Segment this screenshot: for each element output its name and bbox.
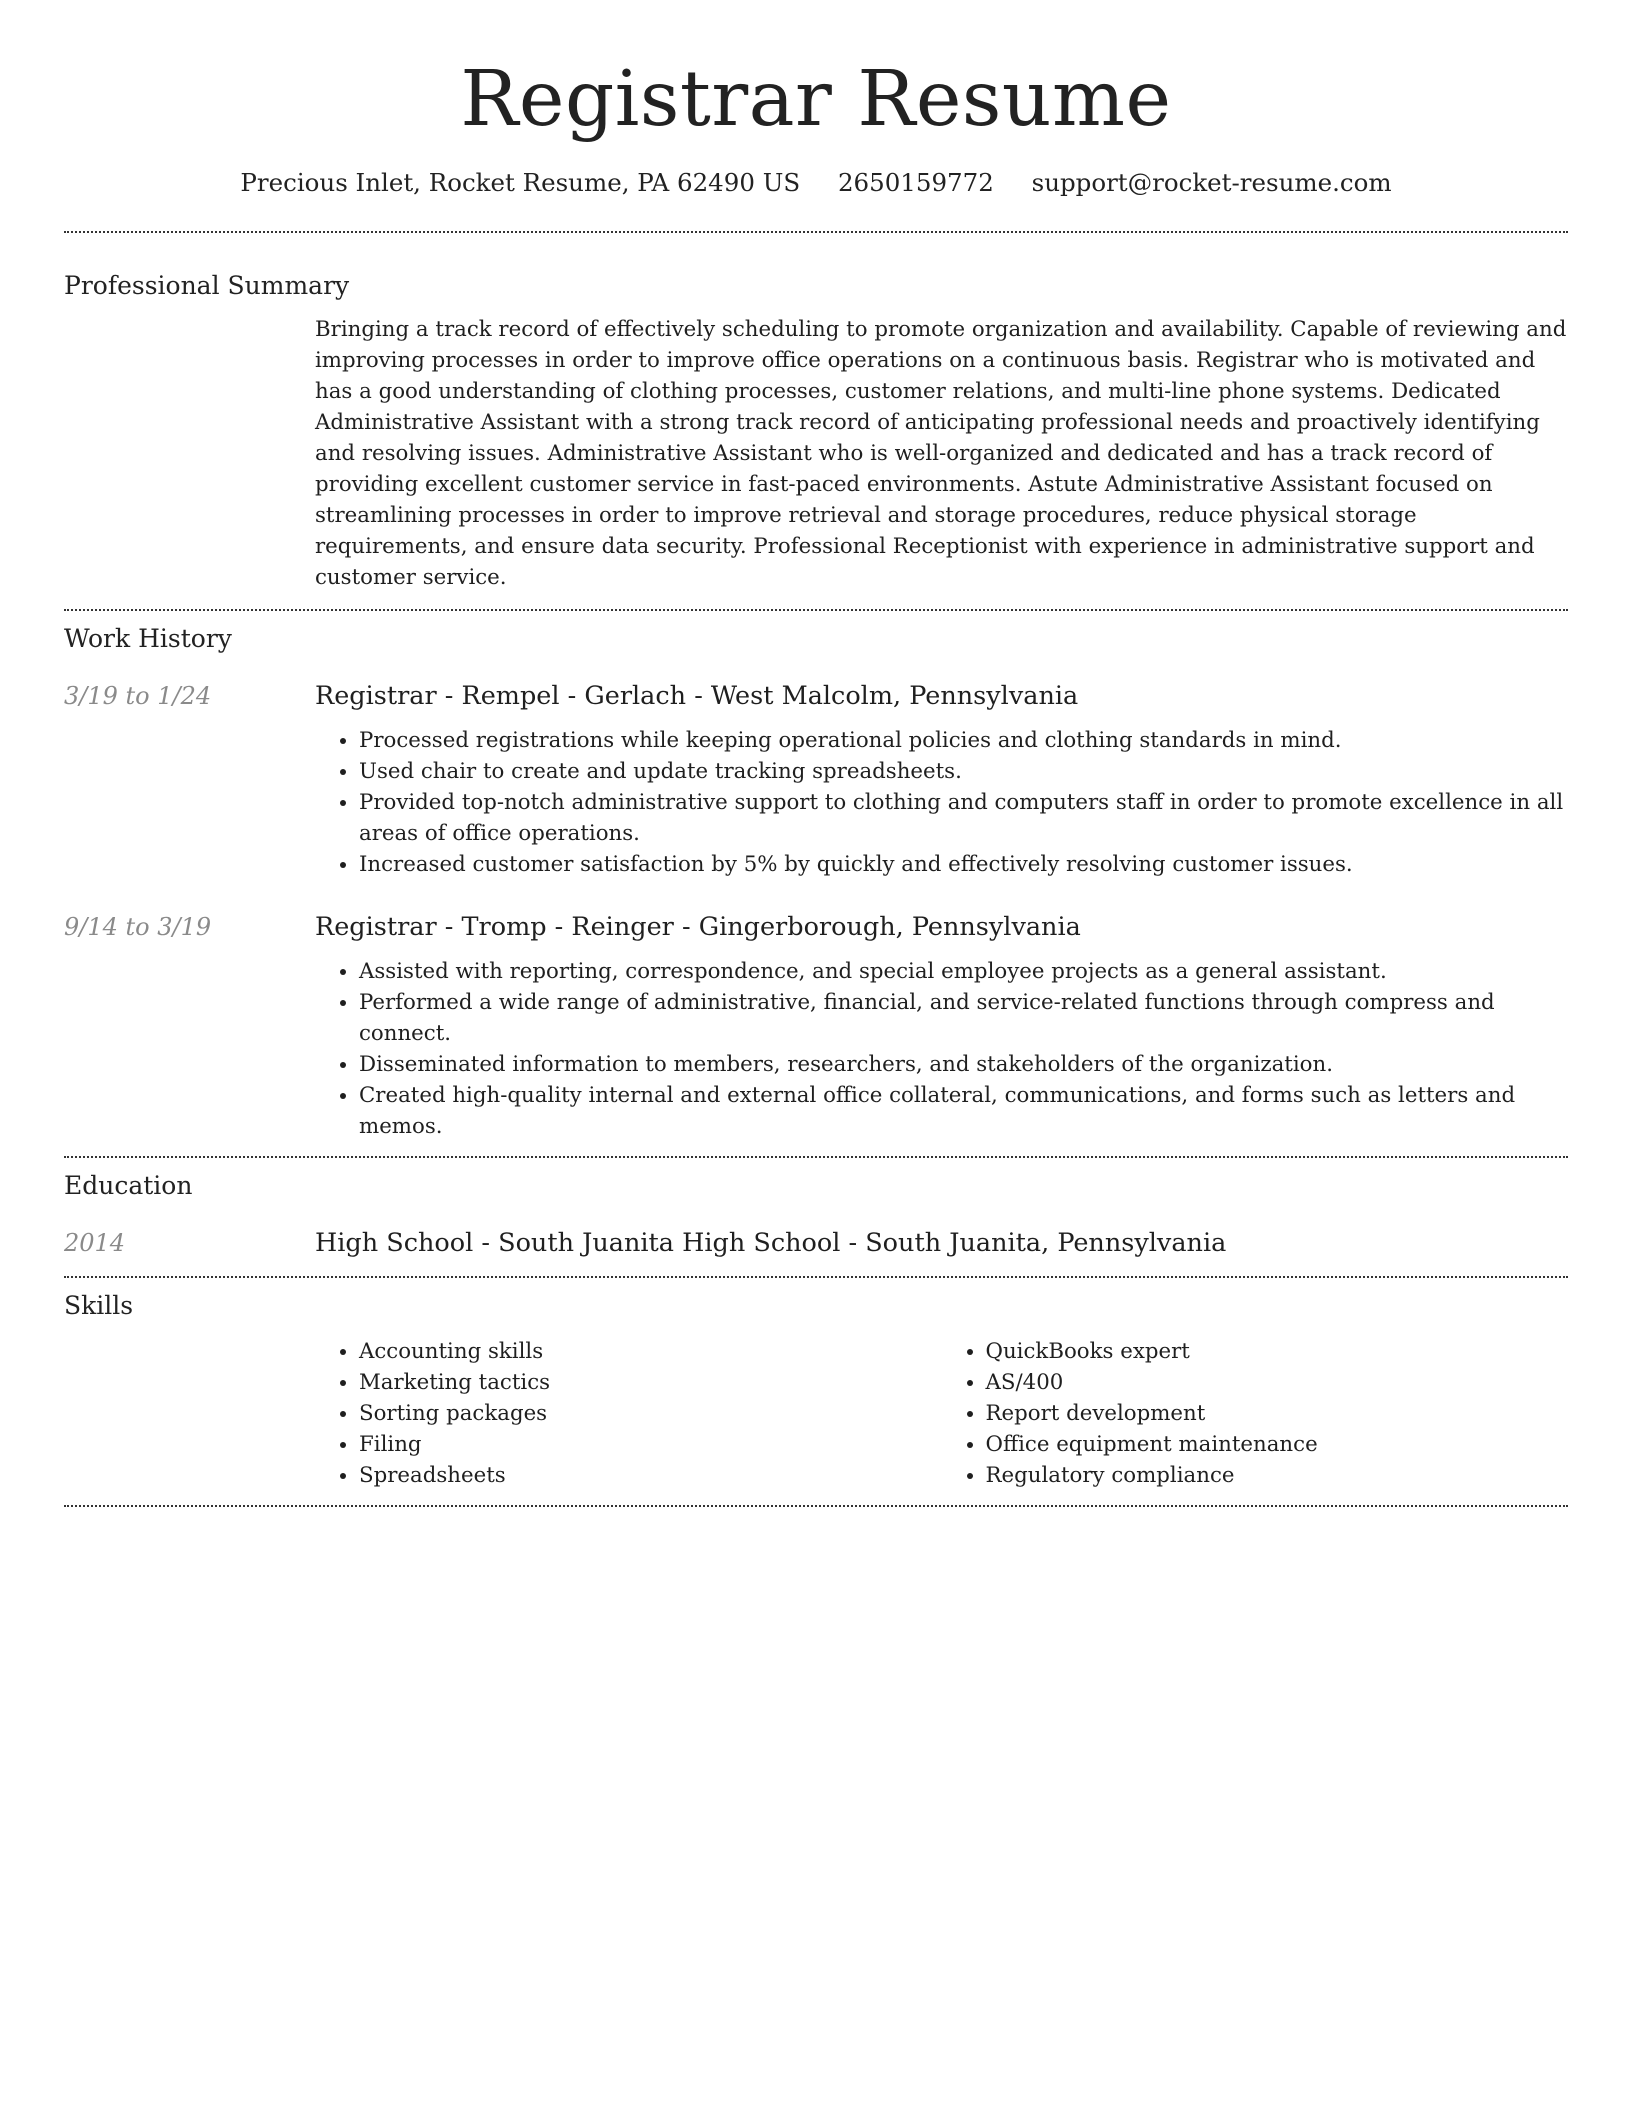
skill-item: • Regulatory compliance <box>986 1460 1569 1491</box>
divider <box>64 1276 1568 1278</box>
job-heading: Registrar - Rempel - Gerlach - West Malcolm, Pennsylvania <box>315 681 1079 711</box>
list-item: • Processed registrations while keeping operational policies and clothing standards in mind. <box>359 725 1568 756</box>
list-item: • Performed a wide range of administrative, financial, and service-related functions through compress and connect. <box>359 987 1568 1049</box>
summary-row <box>64 314 1568 593</box>
contact-email: support@rocket-resume.com <box>1031 168 1392 197</box>
list-item: • Disseminated information to members, researchers, and stakeholders of the organization. <box>359 1049 1568 1080</box>
skill-item: • Accounting skills <box>359 1336 942 1367</box>
section-title-work-history: Work History <box>64 624 232 653</box>
list-item: • Assisted with reporting, correspondence, and special employee projects as a general assistant. <box>359 956 1568 987</box>
skill-item: • Filing <box>359 1429 942 1460</box>
education-entry <box>64 1226 1568 1260</box>
resume-title: Registrar Resume <box>460 55 1172 144</box>
skills-row <box>64 1336 1568 1491</box>
list-item: • Increased customer satisfaction by 5% by quickly and effectively resolving customer issues. <box>359 849 1568 880</box>
divider <box>64 1505 1568 1507</box>
contact-line <box>64 166 1568 200</box>
education-date: 2014 <box>64 1229 126 1257</box>
contact-phone: 2650159772 <box>837 168 994 197</box>
skill-item: • Sorting packages <box>359 1398 942 1429</box>
section-title-education: Education <box>64 1171 193 1200</box>
skill-item: • QuickBooks expert <box>986 1336 1569 1367</box>
section-title-summary: Professional Summary <box>64 271 350 300</box>
skills-list-right <box>942 1336 1569 1491</box>
job-heading: Registrar - Tromp - Reinger - Gingerborough, Pennsylvania <box>315 912 1081 942</box>
job-dates: 3/19 to 1/24 <box>64 682 212 710</box>
resume-page <box>64 0 1568 1507</box>
contact-address: Precious Inlet, Rocket Resume, PA 62490 US <box>240 168 801 197</box>
job-bullets <box>315 956 1568 1142</box>
divider <box>64 231 1568 233</box>
job-entry <box>64 679 1568 880</box>
job-entry <box>64 910 1568 1142</box>
education-heading: High School - South Juanita High School - South Juanita, Pennsylvania <box>315 1228 1227 1258</box>
summary-text: Bringing a track record of effectively scheduling to promote organization and availability. Capable of reviewing and improving processes in order to improve office operations on a continuous basis. Registrar who is motivated and has a good understanding of clothing processes, customer relations, and multi-line phone systems. Dedicated Administrative Assistant with a strong track record of anticipating professional needs and proactively identifying and resolving issues. Administrative Assistant who is well-organized and dedicated and has a track record of providing excellent customer service in fast-paced environments. Astute Administrative Assistant focused on streamlining processes in order to improve retrieval and storage procedures, reduce physical storage requirements, and ensure data security. Professional Receptionist with experience in administrative support and customer service. <box>315 317 1567 590</box>
list-item: • Created high-quality internal and external office collateral, communications, and forms such as letters and memos. <box>359 1080 1568 1142</box>
skill-item: • AS/400 <box>986 1367 1569 1398</box>
job-bullets <box>315 725 1568 880</box>
divider <box>64 1156 1568 1158</box>
list-item: • Used chair to create and update tracking spreadsheets. <box>359 756 1568 787</box>
section-title-skills: Skills <box>64 1291 134 1320</box>
skill-item: • Spreadsheets <box>359 1460 942 1491</box>
skill-item: • Marketing tactics <box>359 1367 942 1398</box>
job-dates: 9/14 to 3/19 <box>64 913 212 941</box>
list-item: • Provided top-notch administrative support to clothing and computers staff in order to promote excellence in all areas of office operations. <box>359 787 1568 849</box>
divider <box>64 609 1568 611</box>
skill-item: • Office equipment maintenance <box>986 1429 1569 1460</box>
skills-list-left <box>315 1336 942 1491</box>
skill-item: • Report development <box>986 1398 1569 1429</box>
